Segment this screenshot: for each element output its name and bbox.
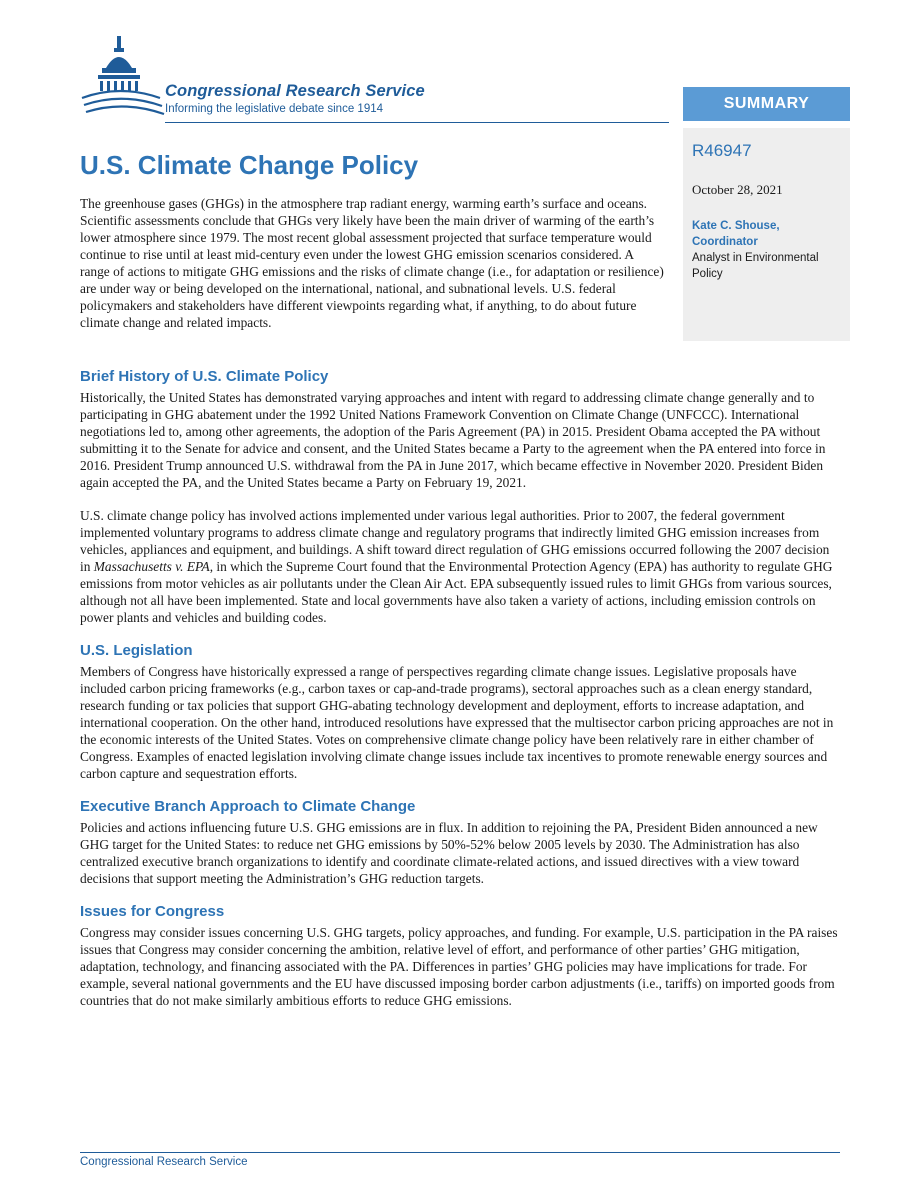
- section-issues: [80, 903, 840, 1009]
- paragraph: Members of Congress have historically expressed a range of perspectives regarding climate change issues. Legislative proposals have included carbon pricing frameworks (e.g., carbon taxes or cap-and-trade programs), sectoral approaches such as a clean energy standard, research funding or tax policies that support GHG-abating technology development and deployment, efforts to increase adaptation, and international cooperation. On the other hand, introduced resolutions have expressed that the multisector carbon pricing approaches are not in the economic interests of the United States. Votes on comprehensive climate change policy have been relatively rare in either chamber of Congress. Examples of enacted legislation involving climate change issues include tax incentives to promote renewable energy sources and carbon capture and sequestration efforts.: [80, 664, 834, 781]
- paragraph: [80, 507, 840, 626]
- section-heading: Issues for Congress: [80, 903, 225, 920]
- section-heading: Executive Branch Approach to Climate Change: [80, 798, 416, 815]
- section-executive: [80, 798, 840, 887]
- text-run: , in which the Supreme Court found that the Environmental Protection Agency (EPA) has authority to regulate GHG emissions from motor vehicles as air pollutants under the Clean Air Act. EPA subsequently issued rules to limit GHGs from various sources, although not all have been implemented. State and local governments have also taken a variety of actions, including emission controls on power plants and vehicles and building codes.: [80, 559, 833, 625]
- section-heading: U.S. Legislation: [80, 642, 193, 659]
- section-heading: Brief History of U.S. Climate Policy: [80, 368, 329, 385]
- section-legislation: [80, 642, 840, 782]
- footer-divider: [80, 1152, 840, 1153]
- paragraph: Policies and actions influencing future U.S. GHG emissions are in flux. In addition to rejoining the PA, President Biden announced a new GHG target for the United States: to reduce net GHG emissions by 50%-52% below 2005 levels by 2030. The Administration has also centralized executive branch organizations to identify and coordinate climate-related actions, and issued directives with a view toward decisions that support meeting the Administration’s GHG reduction targets.: [80, 820, 818, 886]
- author-title: Analyst in Environmental Policy: [692, 252, 819, 280]
- paragraph: Historically, the United States has demonstrated varying approaches and intent with regard to addressing climate change generally and to participating in GHG abatement under the 1992 United Nations Framework Convention on Climate Change (UNFCCC). International negotiations led to, among other agreements, the adoption of the Paris Agreement (PA) in 2015. President Obama accepted the PA without submitting it to the Senate for advice and consent, and the United States became a Party to the agreement when the PA entered into force in 2016. President Trump announced U.S. withdrawal from the PA in June 2017, which became effective in November 2020. President Biden again accepted the PA, and the United States became a Party on February 19, 2021.: [80, 390, 826, 490]
- intro-paragraph: The greenhouse gases (GHGs) in the atmosphere trap radiant energy, warming earth’s surface and oceans. Scientific assessments conclude that GHGs very likely have been the main driver of warming of the earth’s lower atmosphere since 1979. The most recent global assessment projected that surface temperature would continue to rise until at least mid-century even under the lowest GHG emission scenarios considered. A range of actions to mitigate GHG emissions and the risks of climate change (i.e., for adaptation or resilience) are under way or being developed on the international, national, and subnational levels. U.S. federal policymakers and stakeholders have different viewpoints regarding what, if anything, to do about future climate change and related impacts.: [80, 196, 664, 330]
- case-name: Massachusetts v. EPA: [93, 559, 210, 574]
- report-date: October 28, 2021: [692, 182, 783, 197]
- text-run: U.S. climate change policy has involved actions implemented under various legal authorities. Prior to 2007, the federal government implemented voluntary programs to address climate change and regulatory programs that indirectly limited GHG emission increases from vehicles, appliances and equipment, and buildings. A shift toward direct regulation of GHG emissions occurred following the 2007 decision in: [80, 508, 830, 574]
- author-name[interactable]: Kate C. Shouse, Coordinator: [692, 220, 780, 248]
- section-history: [80, 368, 840, 626]
- footer-text: Congressional Research Service: [80, 1156, 248, 1168]
- org-tagline: Informing the legislative debate since 1914: [165, 103, 384, 115]
- page-title: U.S. Climate Change Policy: [80, 150, 419, 180]
- org-name: Congressional Research Service: [165, 82, 425, 100]
- summary-banner: SUMMARY: [683, 87, 850, 121]
- header-divider: [165, 122, 669, 123]
- paragraph: Congress may consider issues concerning U.S. GHG targets, policy approaches, and funding. For example, U.S. participation in the PA raises issues that Congress may consider concerning the ambition, relative level of effort, and performance of other parties’ GHG mitigation, adaptation, technology, and financing associated with the PA. Differences in parties’ GHG policies may have implications for trade. For example, several national governments and the EU have discussed imposing border carbon adjustments (i.e., tariffs) on imported goods from countries that do not make similarly ambitious efforts to reduce GHG emissions.: [80, 925, 838, 1008]
- report-number: R46947: [692, 141, 752, 160]
- document-body: [80, 368, 840, 1025]
